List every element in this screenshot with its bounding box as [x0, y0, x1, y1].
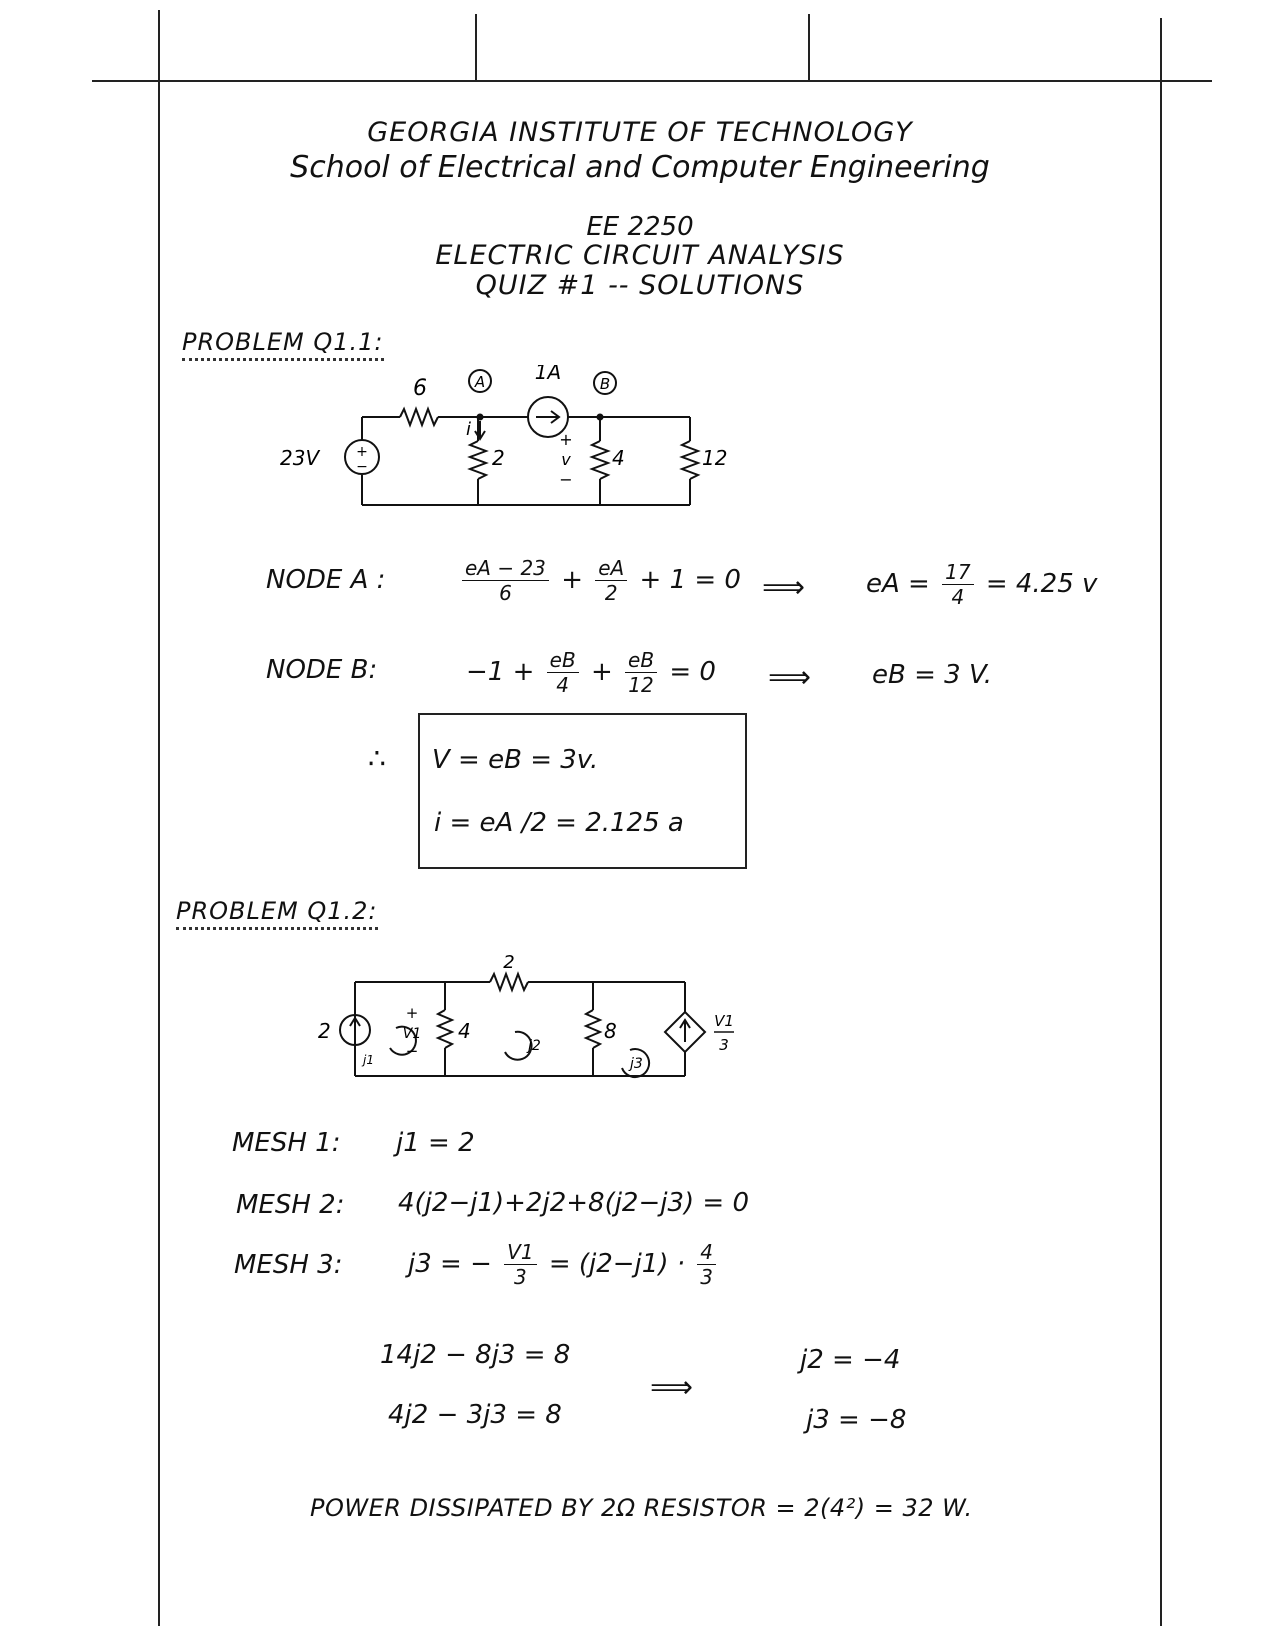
node-a-label: A: [474, 373, 486, 391]
node-b-label: NODE B:: [266, 655, 378, 685]
node-b-arrow: ⟹: [768, 660, 812, 695]
source-plus: +: [356, 444, 368, 460]
mesh3-label: j3: [630, 1056, 643, 1072]
answer-box: [418, 713, 747, 869]
quiz-title: QUIZ #1 -- SOLUTIONS: [475, 270, 805, 301]
therefore-symbol: ∴: [368, 742, 386, 775]
system-equation-2: 4j2 − 3j3 = 8: [388, 1400, 562, 1430]
header-divider-2: [808, 14, 810, 80]
resistor-2: [490, 974, 528, 990]
node-a-arrow: ⟹: [762, 570, 806, 605]
r-node-a-label: 2: [492, 446, 505, 470]
v1-minus: −: [405, 1042, 419, 1060]
source-minus: −: [356, 459, 368, 475]
answer-i: i = eA /2 = 2.125 a: [434, 808, 684, 838]
mesh3-label: MESH 3:: [234, 1250, 343, 1280]
r-series-label: 6: [413, 376, 427, 401]
r-mid-label: 8: [604, 1019, 617, 1043]
v-label: v: [561, 450, 571, 469]
node-a-result: eA = $\frac{17}{4}$ = 4.25 v: [866, 560, 1098, 609]
system-arrow: ⟹: [650, 1370, 694, 1405]
mesh1-label: j1: [363, 1053, 374, 1067]
power-statement: POWER DISSIPATED BY 2Ω RESISTOR = 2(4²) = 32 W.: [310, 1494, 973, 1522]
r-top-label: 2: [503, 952, 515, 973]
v-minus: −: [559, 470, 573, 489]
resistor-4: [592, 441, 608, 479]
dep-source-num: V1: [714, 1012, 734, 1030]
source-current-label: 2: [318, 1019, 331, 1043]
header-divider-1: [475, 14, 477, 80]
current-source-label: 1A: [534, 365, 562, 384]
r-left-label: 4: [458, 1019, 471, 1043]
answer-v: V = eB = 3v.: [432, 745, 599, 775]
dep-source-den: 3: [719, 1036, 729, 1054]
system-equation-1: 14j2 − 8j3 = 8: [380, 1340, 571, 1370]
circuit1-diagram: [270, 365, 730, 515]
circuit2-diagram: [300, 940, 760, 1090]
resistor-12: [682, 441, 698, 479]
mesh1-equation: j1 = 2: [396, 1128, 475, 1158]
result-j2: j2 = −4: [800, 1345, 901, 1375]
r-right-label: 12: [702, 446, 728, 470]
current-i-label: i: [466, 419, 472, 440]
resistor-8: [586, 1010, 600, 1048]
node-b-result: eB = 3 V.: [872, 660, 993, 690]
node-b-equation: −1 + $\frac{eB}{4}$ + $\frac{eB}{12}$ = 0: [466, 648, 716, 697]
v-plus: +: [559, 430, 573, 449]
mesh3-equation: j3 = − $\frac{V1}{3}$ = (j2−j1) · $\frac{4}{3}$: [408, 1240, 720, 1289]
problem1-heading: PROBLEM Q1.1:: [182, 328, 384, 361]
mesh2-label: j2: [528, 1038, 541, 1054]
resistor-6: [400, 409, 438, 425]
school-title: School of Electrical and Computer Engineering: [290, 150, 990, 185]
course-title: ELECTRIC CIRCUIT ANALYSIS: [435, 240, 845, 271]
resistor-4: [438, 1010, 452, 1048]
v1-plus: +: [405, 1004, 419, 1022]
mesh1-label: MESH 1:: [232, 1128, 341, 1158]
node-a-label: NODE A :: [266, 565, 386, 595]
result-j3: j3 = −8: [806, 1405, 907, 1435]
source-voltage-label: 23V: [280, 446, 320, 470]
node-a-equation: $\frac{eA - 23}{6}$ + $\frac{eA}{2}$ + 1 = 0: [458, 556, 741, 605]
node-b-label: B: [599, 375, 611, 393]
v1-label: V1: [402, 1026, 422, 1042]
course-code: EE 2250: [586, 212, 694, 242]
r-v-label: 4: [612, 446, 625, 470]
problem2-heading: PROBLEM Q1.2:: [176, 897, 378, 930]
mesh2-equation: 4(j2−j1)+2j2+8(j2−j3) = 0: [398, 1188, 750, 1218]
resistor-2: [470, 441, 486, 479]
top-frame-line: [92, 80, 1212, 82]
institute-title: GEORGIA INSTITUTE OF TECHNOLOGY: [367, 117, 913, 148]
mesh2-label: MESH 2:: [236, 1190, 345, 1220]
